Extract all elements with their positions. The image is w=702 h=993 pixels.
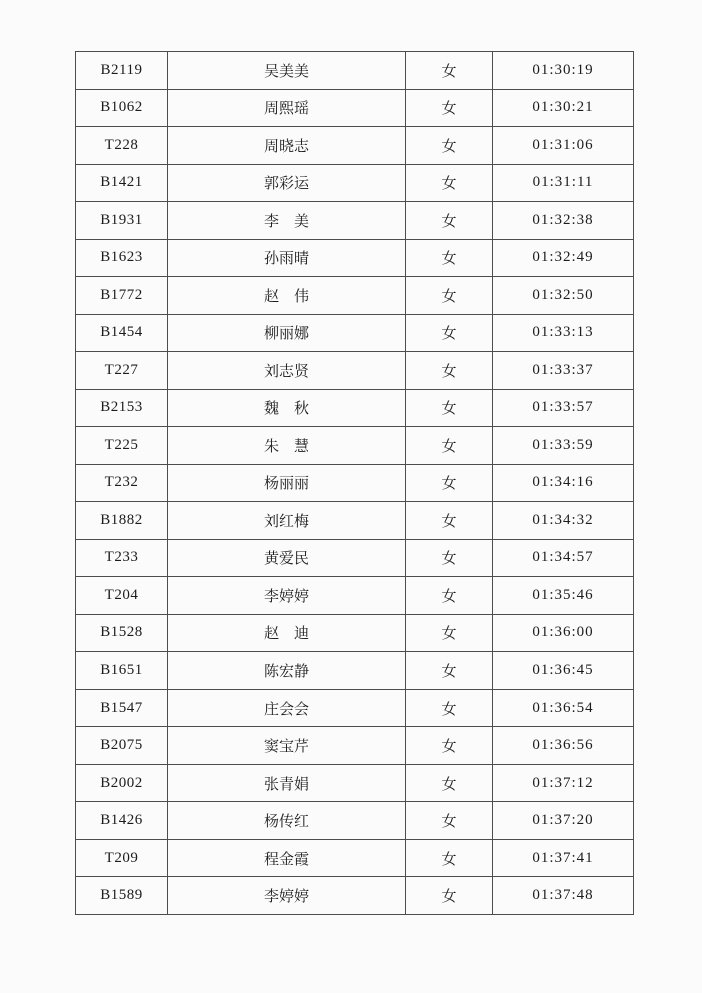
time-cell: 01:30:21 bbox=[493, 89, 634, 127]
gender-cell: 女 bbox=[406, 539, 493, 577]
table-row bbox=[76, 427, 634, 465]
gender-cell: 女 bbox=[406, 164, 493, 202]
bib-cell: T228 bbox=[76, 127, 168, 165]
table-row bbox=[76, 839, 634, 877]
table-row bbox=[76, 727, 634, 765]
bib-cell: B1589 bbox=[76, 877, 168, 915]
name-cell: 窦宝芹 bbox=[168, 727, 406, 765]
name-cell: 郭彩运 bbox=[168, 164, 406, 202]
bib-cell: B1062 bbox=[76, 89, 168, 127]
time-cell: 01:33:57 bbox=[493, 389, 634, 427]
gender-cell: 女 bbox=[406, 127, 493, 165]
name-cell: 张青娟 bbox=[168, 764, 406, 802]
name-cell: 柳丽娜 bbox=[168, 314, 406, 352]
name-cell: 陈宏静 bbox=[168, 652, 406, 690]
bib-cell: B1528 bbox=[76, 614, 168, 652]
name-cell: 李婷婷 bbox=[168, 577, 406, 615]
bib-cell: T233 bbox=[76, 539, 168, 577]
time-cell: 01:31:11 bbox=[493, 164, 634, 202]
bib-cell: T232 bbox=[76, 464, 168, 502]
time-cell: 01:36:00 bbox=[493, 614, 634, 652]
gender-cell: 女 bbox=[406, 877, 493, 915]
time-cell: 01:36:56 bbox=[493, 727, 634, 765]
table-row bbox=[76, 577, 634, 615]
bib-cell: B2002 bbox=[76, 764, 168, 802]
gender-cell: 女 bbox=[406, 614, 493, 652]
table-row bbox=[76, 464, 634, 502]
table-row bbox=[76, 352, 634, 390]
gender-cell: 女 bbox=[406, 839, 493, 877]
name-cell: 周熙瑶 bbox=[168, 89, 406, 127]
gender-cell: 女 bbox=[406, 464, 493, 502]
gender-cell: 女 bbox=[406, 577, 493, 615]
gender-cell: 女 bbox=[406, 239, 493, 277]
table-row bbox=[76, 877, 634, 915]
bib-cell: B1882 bbox=[76, 502, 168, 540]
name-cell: 李婷婷 bbox=[168, 877, 406, 915]
name-cell: 吴美美 bbox=[168, 52, 406, 90]
table-row bbox=[76, 127, 634, 165]
gender-cell: 女 bbox=[406, 502, 493, 540]
time-cell: 01:36:45 bbox=[493, 652, 634, 690]
bib-cell: T204 bbox=[76, 577, 168, 615]
table-row bbox=[76, 89, 634, 127]
name-cell: 周晓志 bbox=[168, 127, 406, 165]
time-cell: 01:35:46 bbox=[493, 577, 634, 615]
time-cell: 01:33:59 bbox=[493, 427, 634, 465]
bib-cell: B1421 bbox=[76, 164, 168, 202]
results-table bbox=[75, 51, 634, 915]
table-row bbox=[76, 202, 634, 240]
table-row bbox=[76, 652, 634, 690]
name-cell: 李 美 bbox=[168, 202, 406, 240]
gender-cell: 女 bbox=[406, 764, 493, 802]
time-cell: 01:34:16 bbox=[493, 464, 634, 502]
time-cell: 01:36:54 bbox=[493, 689, 634, 727]
name-cell: 庄会会 bbox=[168, 689, 406, 727]
time-cell: 01:32:49 bbox=[493, 239, 634, 277]
name-cell: 孙雨晴 bbox=[168, 239, 406, 277]
results-table-body bbox=[76, 52, 634, 915]
name-cell: 赵 伟 bbox=[168, 277, 406, 315]
bib-cell: B1651 bbox=[76, 652, 168, 690]
table-row bbox=[76, 389, 634, 427]
gender-cell: 女 bbox=[406, 689, 493, 727]
time-cell: 01:32:38 bbox=[493, 202, 634, 240]
table-row bbox=[76, 164, 634, 202]
name-cell: 朱 慧 bbox=[168, 427, 406, 465]
gender-cell: 女 bbox=[406, 427, 493, 465]
time-cell: 01:31:06 bbox=[493, 127, 634, 165]
time-cell: 01:37:48 bbox=[493, 877, 634, 915]
gender-cell: 女 bbox=[406, 802, 493, 840]
name-cell: 魏 秋 bbox=[168, 389, 406, 427]
bib-cell: B1931 bbox=[76, 202, 168, 240]
table-row bbox=[76, 689, 634, 727]
gender-cell: 女 bbox=[406, 314, 493, 352]
gender-cell: 女 bbox=[406, 277, 493, 315]
time-cell: 01:37:41 bbox=[493, 839, 634, 877]
table-row bbox=[76, 314, 634, 352]
gender-cell: 女 bbox=[406, 352, 493, 390]
bib-cell: B1772 bbox=[76, 277, 168, 315]
bib-cell: T227 bbox=[76, 352, 168, 390]
table-row bbox=[76, 52, 634, 90]
table-row bbox=[76, 764, 634, 802]
time-cell: 01:37:20 bbox=[493, 802, 634, 840]
time-cell: 01:34:32 bbox=[493, 502, 634, 540]
table-row bbox=[76, 239, 634, 277]
table-row bbox=[76, 277, 634, 315]
name-cell: 赵 迪 bbox=[168, 614, 406, 652]
time-cell: 01:37:12 bbox=[493, 764, 634, 802]
name-cell: 刘红梅 bbox=[168, 502, 406, 540]
time-cell: 01:30:19 bbox=[493, 52, 634, 90]
table-row bbox=[76, 539, 634, 577]
name-cell: 杨丽丽 bbox=[168, 464, 406, 502]
name-cell: 杨传红 bbox=[168, 802, 406, 840]
time-cell: 01:33:37 bbox=[493, 352, 634, 390]
table-row bbox=[76, 502, 634, 540]
gender-cell: 女 bbox=[406, 202, 493, 240]
gender-cell: 女 bbox=[406, 652, 493, 690]
table-row bbox=[76, 802, 634, 840]
bib-cell: B2153 bbox=[76, 389, 168, 427]
bib-cell: B2075 bbox=[76, 727, 168, 765]
time-cell: 01:32:50 bbox=[493, 277, 634, 315]
gender-cell: 女 bbox=[406, 52, 493, 90]
time-cell: 01:33:13 bbox=[493, 314, 634, 352]
bib-cell: B1547 bbox=[76, 689, 168, 727]
bib-cell: B2119 bbox=[76, 52, 168, 90]
name-cell: 黄爱民 bbox=[168, 539, 406, 577]
time-cell: 01:34:57 bbox=[493, 539, 634, 577]
bib-cell: B1454 bbox=[76, 314, 168, 352]
bib-cell: B1426 bbox=[76, 802, 168, 840]
bib-cell: T225 bbox=[76, 427, 168, 465]
gender-cell: 女 bbox=[406, 89, 493, 127]
gender-cell: 女 bbox=[406, 727, 493, 765]
gender-cell: 女 bbox=[406, 389, 493, 427]
bib-cell: T209 bbox=[76, 839, 168, 877]
bib-cell: B1623 bbox=[76, 239, 168, 277]
table-row bbox=[76, 614, 634, 652]
name-cell: 刘志贤 bbox=[168, 352, 406, 390]
name-cell: 程金霞 bbox=[168, 839, 406, 877]
